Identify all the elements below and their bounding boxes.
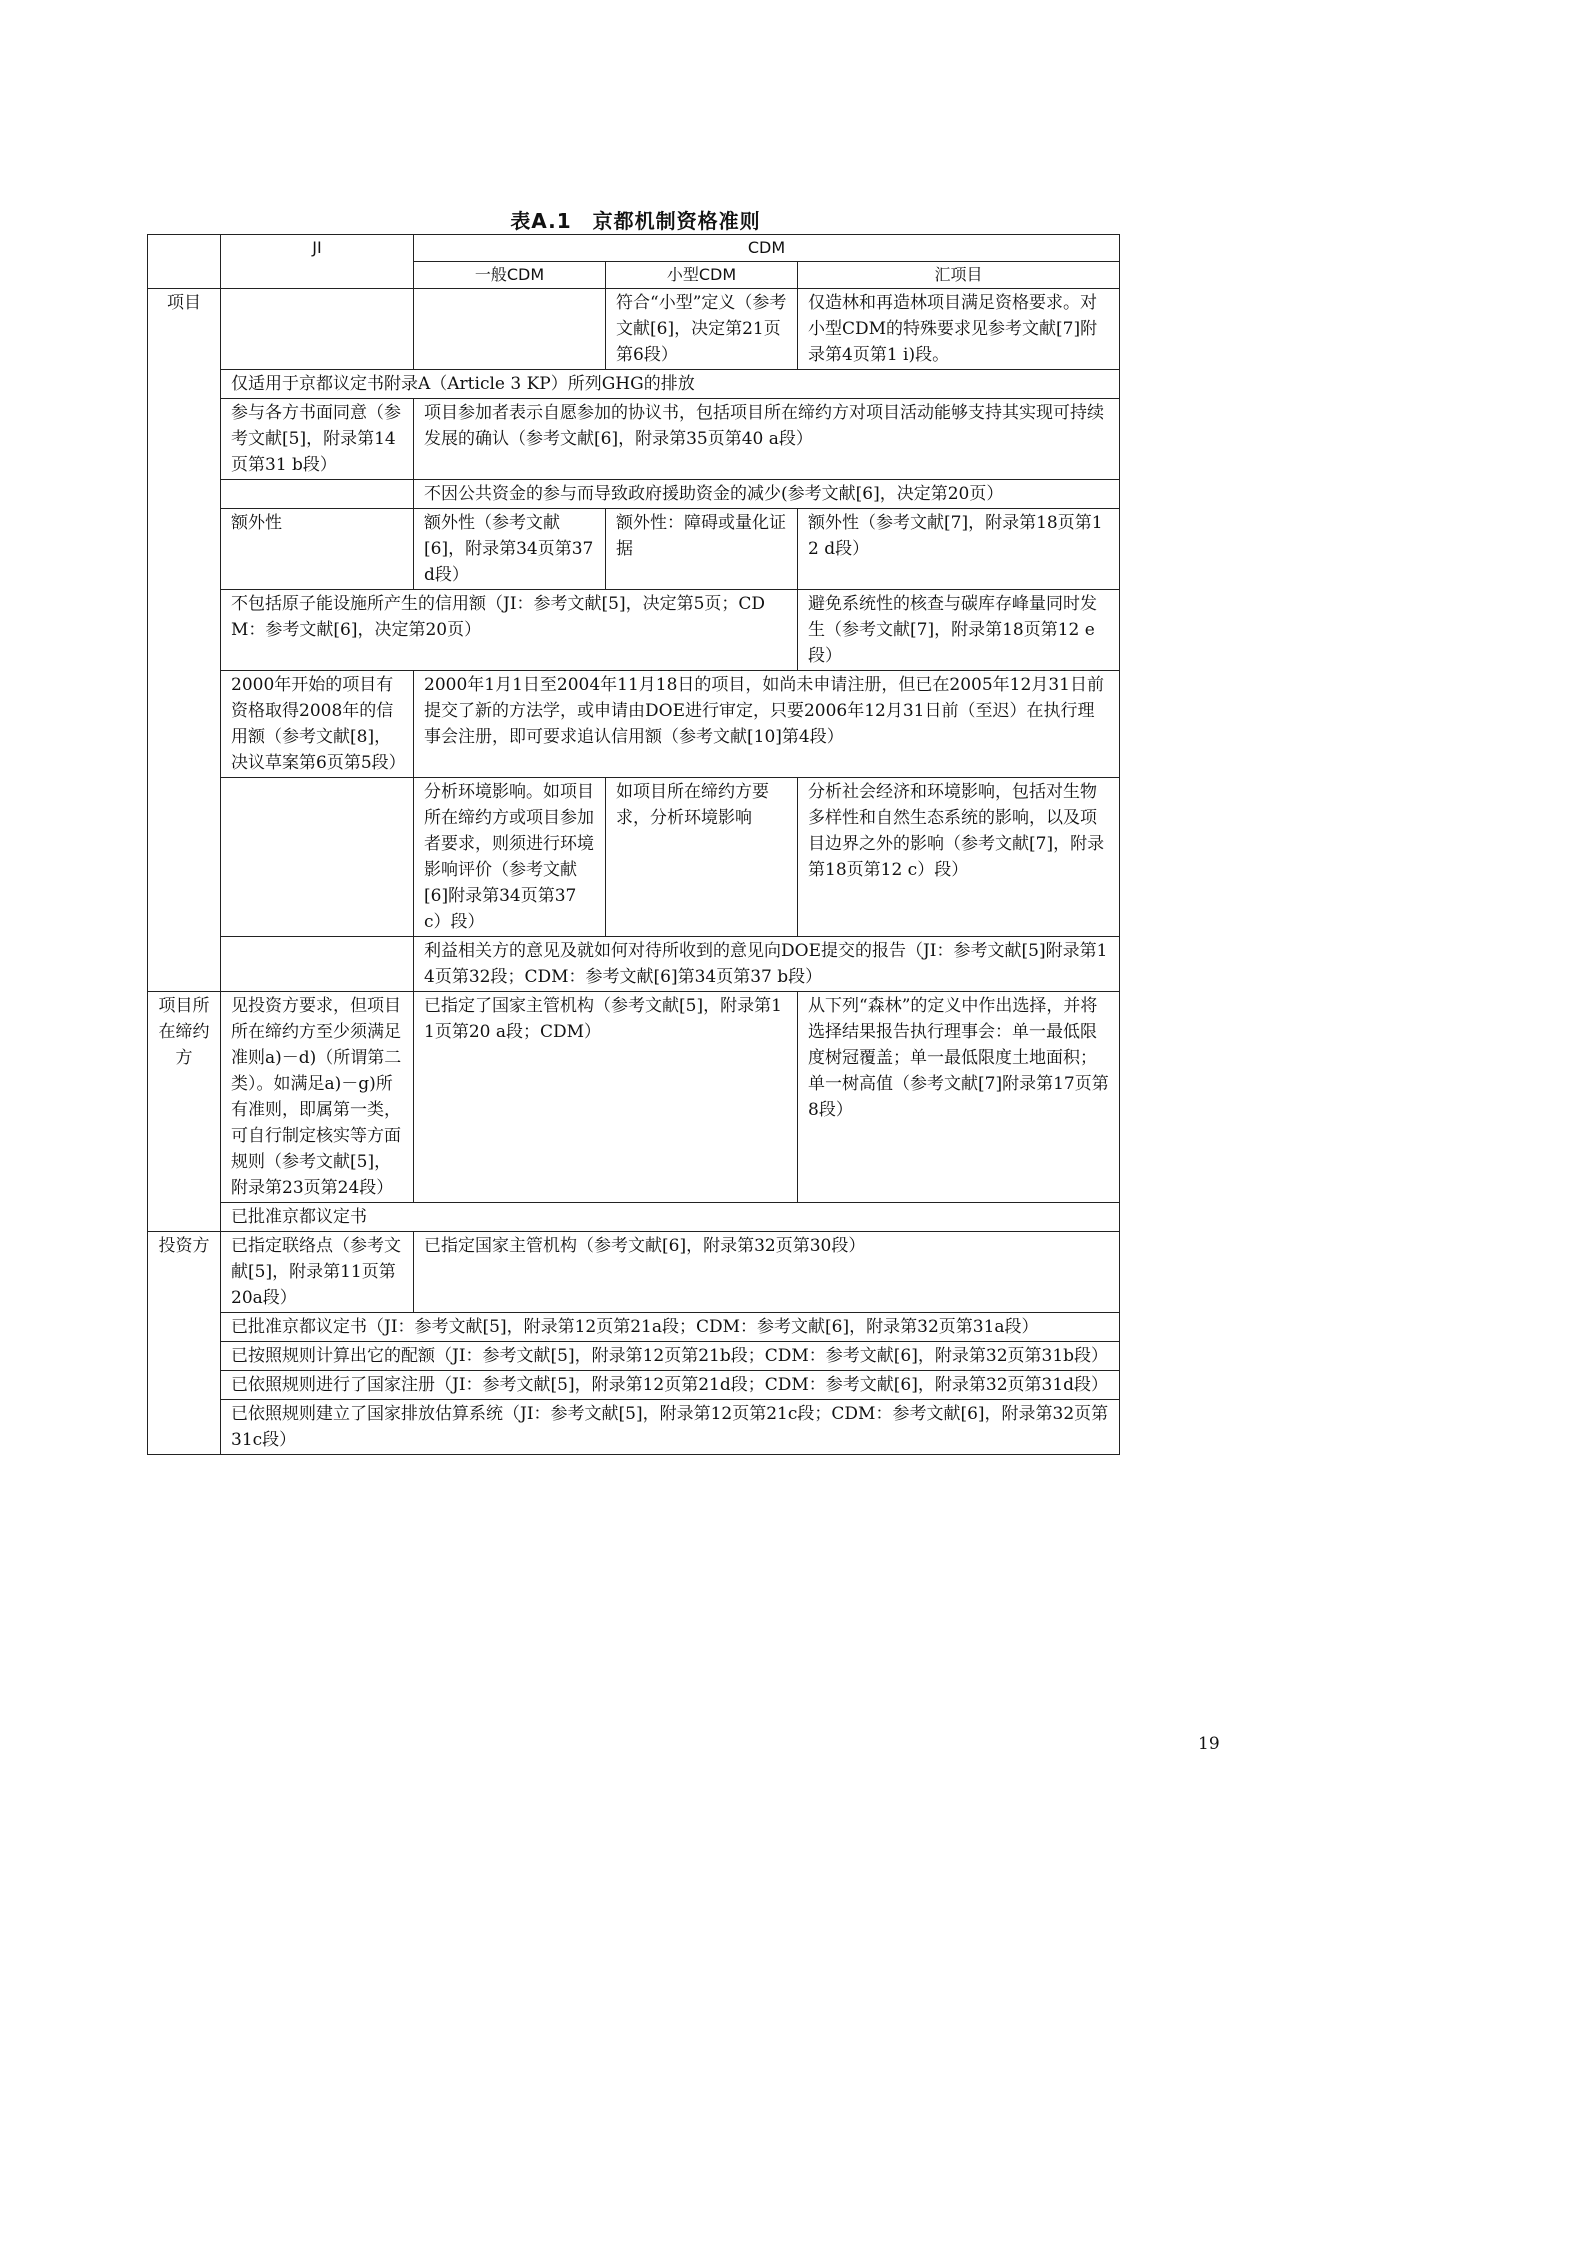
table-row	[148, 1203, 1120, 1232]
cell: 额外性（参考文献[7]，附录第18页第12 d段）	[798, 509, 1120, 590]
cell: 额外性	[221, 509, 414, 590]
table-row	[148, 937, 1120, 992]
cell: 仅造林和再造林项目满足资格要求。对小型CDM的特殊要求见参考文献[7]附录第4页第1 i)段。	[798, 289, 1120, 370]
cell: 额外性：障碍或量化证据	[606, 509, 798, 590]
eligibility-table	[147, 234, 1120, 1455]
cell	[221, 937, 414, 992]
header-general-cdm: 一般CDM	[414, 262, 606, 289]
cell: 避免系统性的核查与碳库存峰量同时发生（参考文献[7]，附录第18页第12 e段）	[798, 590, 1120, 671]
header-sink: 汇项目	[798, 262, 1120, 289]
cell: 已指定联络点（参考文献[5]，附录第11页第20a段）	[221, 1232, 414, 1313]
cell: 2000年开始的项目有资格取得2008年的信用额（参考文献[8]，决议草案第6页第5段）	[221, 671, 414, 778]
cell	[414, 289, 606, 370]
cell: 参与各方书面同意（参考文献[5]，附录第14页第31 b段）	[221, 399, 414, 480]
cell: 从下列“森林”的定义中作出选择，并将选择结果报告执行理事会：单一最低限度树冠覆盖；单一最低限度土地面积；单一树高值（参考文献[7]附录第17页第8段）	[798, 992, 1120, 1203]
header-row-1	[148, 235, 1120, 262]
table-row	[148, 289, 1120, 370]
page-number: 19	[1198, 1734, 1220, 1754]
cell: 已批准京都议定书（JI：参考文献[5]，附录第12页第21a段；CDM：参考文献[6]，附录第32页第31a段）	[221, 1313, 1120, 1342]
cell: 已指定国家主管机构（参考文献[6]，附录第32页第30段）	[414, 1232, 1120, 1313]
cell: 额外性（参考文献[6]，附录第34页第37 d段）	[414, 509, 606, 590]
table-row	[148, 1400, 1120, 1455]
table-row	[148, 1371, 1120, 1400]
cell: 已按照规则计算出它的配额（JI：参考文献[5]，附录第12页第21b段；CDM：参考文献[6]，附录第32页第31b段）	[221, 1342, 1120, 1371]
table-title: 表A.1 京都机制资格准则	[510, 209, 761, 233]
cell: 已指定了国家主管机构（参考文献[5]，附录第11页第20 a段；CDM）	[414, 992, 798, 1203]
table-row	[148, 778, 1120, 937]
table-row	[148, 1232, 1120, 1313]
cell: 已批准京都议定书	[221, 1203, 1120, 1232]
cell: 分析社会经济和环境影响，包括对生物多样性和自然生态系统的影响，以及项目边界之外的影响（参考文献[7]，附录第18页第12 c）段）	[798, 778, 1120, 937]
table-row	[148, 671, 1120, 778]
table-row	[148, 509, 1120, 590]
table-row	[148, 399, 1120, 480]
category-host-party: 项目所在缔约方	[148, 992, 221, 1232]
table-row	[148, 480, 1120, 509]
table-row	[148, 1342, 1120, 1371]
cell	[221, 289, 414, 370]
cell: 不因公共资金的参与而导致政府援助资金的减少(参考文献[6]，决定第20页）	[414, 480, 1120, 509]
header-blank	[148, 235, 221, 289]
cell	[221, 778, 414, 937]
cell: 见投资方要求，但项目所在缔约方至少须满足准则a)－d)（所谓第二类）。如满足a)－g)所有准则，即属第一类，可自行制定核实等方面规则（参考文献[5]，附录第23页第24段）	[221, 992, 414, 1203]
cell: 2000年1月1日至2004年11月18日的项目，如尚未申请注册，但已在2005年12月31日前提交了新的方法学，或申请由DOE进行审定，只要2006年12月31日前（至迟）在执行理事会注册，即可要求追认信用额（参考文献[10]第4段）	[414, 671, 1120, 778]
cell: 不包括原子能设施所产生的信用额（JI：参考文献[5]，决定第5页；CDM：参考文献[6]，决定第20页）	[221, 590, 798, 671]
header-small-cdm: 小型CDM	[606, 262, 798, 289]
table-row	[148, 590, 1120, 671]
table-row	[148, 1313, 1120, 1342]
category-investor-party: 投资方	[148, 1232, 221, 1455]
cell: 如项目所在缔约方要求，分析环境影响	[606, 778, 798, 937]
cell: 利益相关方的意见及就如何对待所收到的意见向DOE提交的报告（JI：参考文献[5]附录第14页第32段；CDM：参考文献[6]第34页第37 b段）	[414, 937, 1120, 992]
cell	[221, 480, 414, 509]
cell: 分析环境影响。如项目所在缔约方或项目参加者要求，则须进行环境影响评价（参考文献[6]附录第34页第37 c）段）	[414, 778, 606, 937]
cell: 已依照规则进行了国家注册（JI：参考文献[5]，附录第12页第21d段；CDM：参考文献[6]，附录第32页第31d段）	[221, 1371, 1120, 1400]
cell: 项目参加者表示自愿参加的协议书，包括项目所在缔约方对项目活动能够支持其实现可持续发展的确认（参考文献[6]，附录第35页第40 a段）	[414, 399, 1120, 480]
table-row	[148, 370, 1120, 399]
cell: 已依照规则建立了国家排放估算系统（JI：参考文献[5]，附录第12页第21c段；CDM：参考文献[6]，附录第32页第31c段）	[221, 1400, 1120, 1455]
header-ji: JI	[221, 235, 414, 289]
table-row	[148, 992, 1120, 1203]
cell: 仅适用于京都议定书附录A（Article 3 KP）所列GHG的排放	[221, 370, 1120, 399]
header-cdm: CDM	[414, 235, 1120, 262]
cell: 符合“小型”定义（参考文献[6]，决定第21页第6段）	[606, 289, 798, 370]
category-project: 项目	[148, 289, 221, 992]
